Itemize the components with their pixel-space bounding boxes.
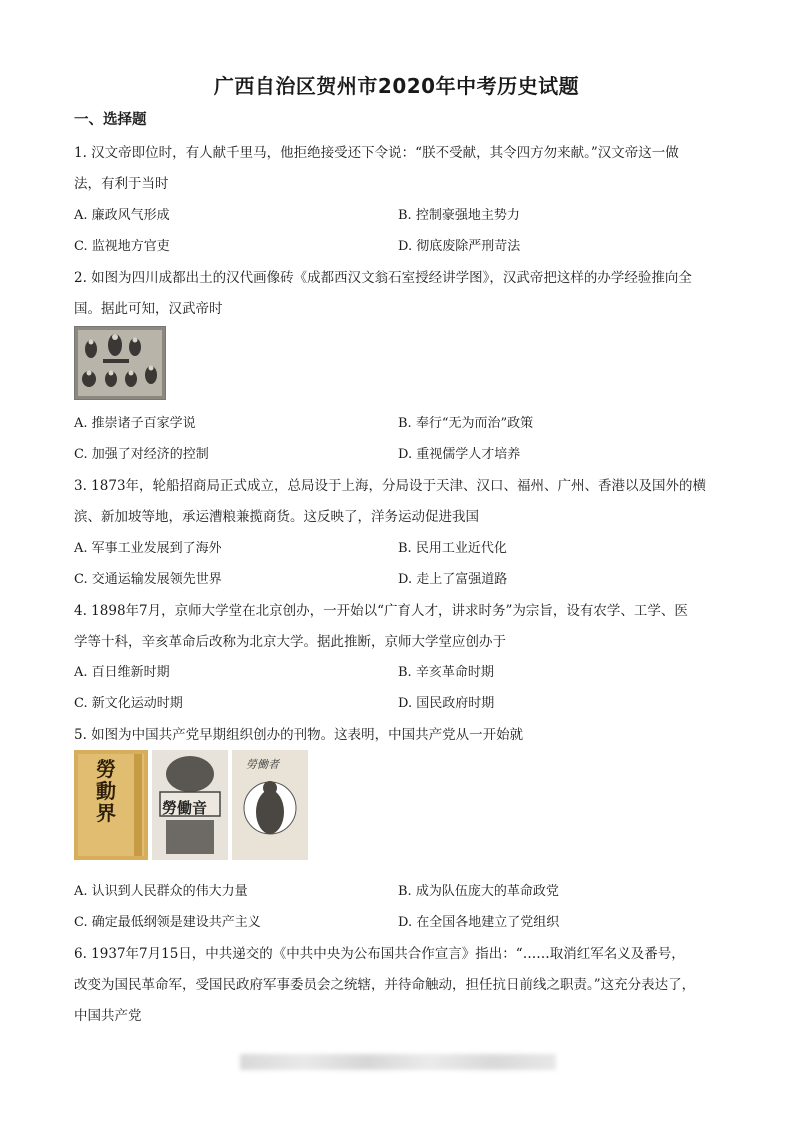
question-5-option-c: C. 确定最低纲领是建设共产主义 <box>74 915 261 930</box>
section-heading: 一、选择题 <box>74 112 147 128</box>
question-3-option-b: B. 民用工业近代化 <box>398 541 507 556</box>
page-title: 广西自治区贺州市2020年中考历史试题 <box>213 74 580 98</box>
journal-cover-1-title: 勞動界 <box>96 757 116 825</box>
question-3-option-d: D. 走上了富强道路 <box>398 572 508 587</box>
question-1-line-1: 1. 汉文帝即位时，有人献千里马，他拒绝接受还下令说：“朕不受献，其令四方勿来献。”汉文帝这一做 <box>74 145 679 161</box>
question-2-option-d: D. 重视儒学人才培养 <box>398 447 521 462</box>
question-2-line-1: 2. 如图为四川成都出土的汉代画像砖《成都西汉文翁石室授经讲学图》，汉武帝把这样的办学经验推向全 <box>74 270 692 286</box>
question-3-option-c: C. 交通运输发展领先世界 <box>74 572 222 587</box>
question-2-option-a: A. 推崇诸子百家学说 <box>74 416 196 431</box>
question-1-option-b: B. 控制豪强地主势力 <box>398 208 520 223</box>
question-4-option-a: A. 百日维新时期 <box>74 665 170 680</box>
question-5-option-b: B. 成为队伍庞大的革命政党 <box>398 884 559 899</box>
early-party-journals-image <box>74 750 308 860</box>
question-1-line-2: 法，有利于当时 <box>74 176 169 192</box>
journal-cover-2-title: 勞働音 <box>162 799 208 817</box>
question-2-option-b: B. 奉行“无为而治”政策 <box>398 416 534 431</box>
question-3-line-1: 3. 1873年，轮船招商局正式成立，总局设于上海，分局设于天津、汉口、福州、广州、香港以及国外的横 <box>74 478 707 494</box>
question-5-line-1: 5. 如图为中国共产党早期组织创办的刊物。这表明，中国共产党从一开始就 <box>74 727 524 743</box>
question-4-line-2: 学等十科，辛亥革命后改称为北京大学。据此推断，京师大学堂应创办于 <box>74 634 506 650</box>
question-2-line-2: 国。据此可知，汉武帝时 <box>74 301 223 317</box>
han-brick-relief-image <box>74 326 166 400</box>
question-4-option-b: B. 辛亥革命时期 <box>398 665 494 680</box>
question-4-option-d: D. 国民政府时期 <box>398 696 495 711</box>
question-1-option-c: C. 监视地方官吏 <box>74 239 170 254</box>
question-3-line-2: 滨、新加坡等地，承运漕粮兼揽商货。这反映了，洋务运动促进我国 <box>74 509 479 525</box>
blurred-footer-watermark <box>240 1054 556 1070</box>
question-2-option-c: C. 加强了对经济的控制 <box>74 447 209 462</box>
question-3-option-a: A. 军事工业发展到了海外 <box>74 541 222 556</box>
question-6-line-1: 6. 1937年7月15日，中共递交的《中共中央为公布国共合作宣言》指出：“……取消红军名义及番号， <box>74 946 685 962</box>
question-5-option-d: D. 在全国各地建立了党组织 <box>398 915 560 930</box>
question-4-line-1: 4. 1898年7月，京师大学堂在北京创办，一开始以“广育人才，讲求时务”为宗旨，设有农学、工学、医 <box>74 603 688 619</box>
journal-cover-3-title: 勞働者 <box>246 758 279 771</box>
question-1-option-a: A. 廉政风气形成 <box>74 208 170 223</box>
question-5-option-a: A. 认识到人民群众的伟大力量 <box>74 884 248 899</box>
question-4-option-c: C. 新文化运动时期 <box>74 696 183 711</box>
question-6-line-2: 改变为国民革命军，受国民政府军事委员会之统辖，并待命触动，担任抗日前线之职责。”这充分表达了， <box>74 977 696 993</box>
question-6-line-3: 中国共产党 <box>74 1008 142 1024</box>
question-1-option-d: D. 彻底废除严刑苛法 <box>398 239 521 254</box>
